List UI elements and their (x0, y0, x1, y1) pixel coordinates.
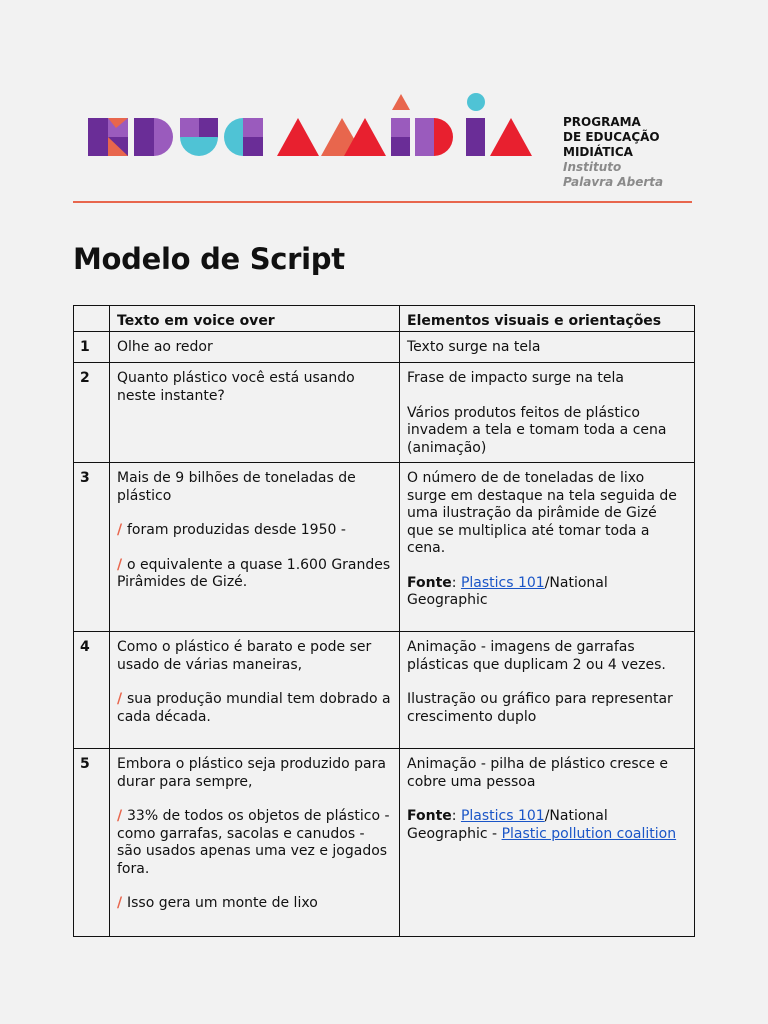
voice-over-paragraph (117, 557, 392, 592)
page-title: Modelo de Script (73, 242, 345, 276)
logo-letter-a2 (490, 118, 532, 156)
voice-over-paragraph (117, 691, 392, 726)
row-number: 2 (74, 363, 110, 463)
voice-over-text: sua produção mundial tem dobrado a cada década. (117, 691, 391, 725)
visual-elements-cell (400, 363, 695, 463)
voice-over-text: Mais de 9 bilhões de toneladas de plástico (117, 470, 356, 504)
slash-marker: / (117, 556, 127, 573)
visual-paragraph (407, 339, 687, 357)
visual-elements-cell (400, 332, 695, 363)
voice-over-text: 33% de todos os objetos de plástico - como garrafas, sacolas e canudos - são usados apenas uma vez e jogados fora. (117, 808, 390, 877)
source-separator: : (451, 574, 461, 591)
script-table (73, 305, 695, 937)
source-link[interactable]: Plastic pollution coalition (501, 825, 677, 842)
voice-over-paragraph (117, 522, 392, 540)
voice-over-paragraph (117, 639, 392, 674)
program-line-2: DE EDUCAÇÃO (563, 130, 660, 144)
institute-line-1: Instituto (563, 160, 622, 174)
visual-elements-cell (400, 463, 695, 632)
logo-letter-d (134, 118, 173, 156)
row-number: 1 (74, 332, 110, 363)
voice-over-text: Olhe ao redor (117, 339, 213, 355)
slash-marker: / (117, 691, 127, 707)
visual-paragraph (407, 575, 687, 610)
source-separator: : (451, 808, 461, 824)
program-label (563, 115, 663, 190)
source-label: Fonte (407, 574, 452, 591)
voice-over-text: Como o plástico é barato e pode ser usado de várias maneiras, (117, 639, 372, 673)
voice-over-paragraph (117, 470, 392, 505)
logo-letter-a1 (277, 118, 319, 156)
visual-paragraph (407, 370, 687, 388)
voice-over-paragraph (117, 895, 392, 913)
voice-over-text: Isso gera um monte de lixo (127, 895, 318, 911)
voice-over-cell (110, 463, 400, 632)
logo-letter-i-dot (466, 93, 485, 156)
row-number: 3 (74, 463, 110, 632)
voice-over-cell (110, 632, 400, 749)
source-link[interactable]: Plastics 101 (460, 808, 545, 824)
voice-over-paragraph (117, 808, 392, 878)
voice-over-cell (110, 749, 400, 937)
table-row (74, 463, 695, 632)
visual-paragraph (407, 405, 687, 458)
visual-paragraph (407, 639, 687, 674)
visual-paragraph (407, 470, 687, 558)
program-line-3: MIDIÁTICA (563, 145, 633, 159)
visual-text: Ilustração ou gráfico para representar crescimento duplo (407, 691, 673, 725)
table-header-row (74, 306, 695, 332)
visual-text: Texto surge na tela (407, 339, 541, 355)
voice-over-cell (110, 332, 400, 363)
table-row (74, 332, 695, 363)
row-number: 4 (74, 632, 110, 749)
table-row (74, 363, 695, 463)
logo-letter-m (321, 118, 386, 156)
table-body (74, 332, 695, 937)
program-line-1: PROGRAMA (563, 115, 641, 129)
visual-text: /National Geographic (407, 574, 608, 608)
row-number: 5 (74, 749, 110, 937)
voice-over-paragraph (117, 370, 392, 405)
logo-letter-e (88, 118, 128, 156)
visual-paragraph (407, 808, 687, 843)
visual-paragraph (407, 691, 687, 726)
visual-text: Frase de impacto surge na tela (407, 370, 624, 386)
visual-text: /National Geographic - (407, 808, 608, 842)
visual-elements-cell (400, 632, 695, 749)
table-row (74, 632, 695, 749)
header-visual-elements: Elementos visuais e orientações (400, 306, 695, 332)
voice-over-text: Quanto plástico você está usando neste instante? (117, 370, 355, 404)
visual-text: O número de de toneladas de lixo surge em destaque na tela seguida de uma ilustração da pirâmide de Gizé que se multiplica até tomar toda a cena. (407, 470, 677, 556)
visual-text: Animação - pilha de plástico cresce e cobre uma pessoa (407, 756, 669, 790)
voice-over-text: Embora o plástico seja produzido para durar para sempre, (117, 756, 386, 790)
logo-letter-d2 (415, 118, 453, 156)
voice-over-paragraph (117, 339, 392, 357)
visual-paragraph (407, 756, 687, 791)
institute-line-2: Palavra Aberta (563, 175, 664, 189)
educamidia-logo (88, 90, 533, 160)
source-label: Fonte (407, 808, 452, 824)
logo-letter-u (180, 118, 218, 156)
header-voice-over: Texto em voice over (110, 306, 400, 332)
table-row (74, 749, 695, 937)
voice-over-text: o equivalente a quase 1.600 Grandes Pirâmides de Gizé. (117, 556, 391, 590)
logo-letter-c (224, 118, 263, 156)
slash-marker: / (117, 808, 127, 824)
voice-over-paragraph (117, 756, 392, 791)
visual-text: Animação - imagens de garrafas plásticas que duplicam 2 ou 4 vezes. (407, 639, 666, 673)
voice-over-text: foram produzidas desde 1950 - (127, 522, 346, 538)
source-link[interactable]: Plastics 101 (460, 574, 545, 591)
header-divider (73, 201, 692, 203)
voice-over-cell (110, 363, 400, 463)
slash-marker: / (117, 895, 127, 911)
header-num (74, 306, 110, 332)
slash-marker: / (117, 522, 127, 538)
visual-elements-cell (400, 749, 695, 937)
logo-letter-i-accent (391, 94, 410, 156)
visual-text: Vários produtos feitos de plástico invadem a tela e tomam toda a cena (animação) (407, 404, 667, 456)
